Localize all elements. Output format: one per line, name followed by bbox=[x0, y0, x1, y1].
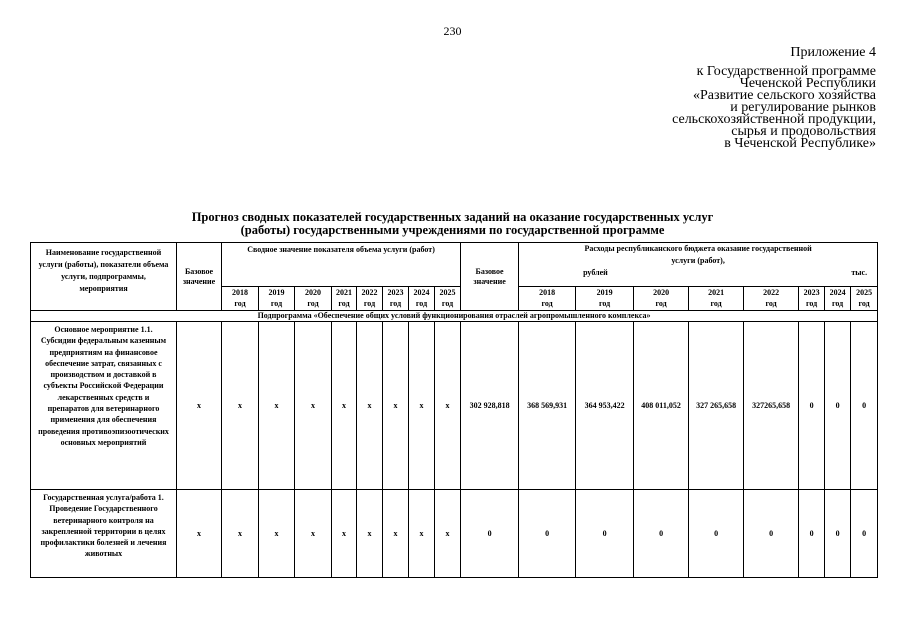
row-expense: 408 011,052 bbox=[634, 322, 689, 490]
year-header: 2019 год bbox=[576, 287, 634, 311]
row-indicator: x bbox=[222, 490, 259, 578]
header-expense-group bbox=[519, 243, 878, 287]
appendix-line: сельскохозяйственной продукции, bbox=[672, 112, 876, 127]
row-indicator: x bbox=[357, 322, 383, 490]
document-title-line: Прогноз сводных показателей государственных заданий на оказание государственных услуг bbox=[191, 210, 714, 224]
header-base-value: Базовое значение bbox=[177, 243, 222, 311]
document-title-line: (работы) государственными учреждениями по государственной программе bbox=[240, 223, 665, 237]
row-indicator: x bbox=[222, 322, 259, 490]
document-title bbox=[0, 211, 905, 237]
year-header: 2024 год bbox=[409, 287, 435, 311]
row-expense: 0 bbox=[634, 490, 689, 578]
row-indicator: x bbox=[435, 322, 461, 490]
row-base-value: 0 bbox=[461, 490, 519, 578]
header-indicator-group: Сводное значение показателя объема услуги (работ) bbox=[222, 243, 461, 287]
year-header: 2022 год bbox=[357, 287, 383, 311]
row-indicator: x bbox=[295, 490, 332, 578]
row-expense: 327 265,658 bbox=[689, 322, 744, 490]
row-indicator: x bbox=[383, 490, 409, 578]
row-expense: 0 bbox=[825, 490, 851, 578]
row-expense: 0 bbox=[799, 490, 825, 578]
year-header: 2023 год bbox=[383, 287, 409, 311]
year-header: 2019 год bbox=[259, 287, 295, 311]
appendix-line: к Государственной программе bbox=[696, 64, 876, 79]
row-name: Государственная услуга/работа 1. Проведение Государственного ветеринарного контроля на закрепленной территории в целях профилактики болезней и лечения животных bbox=[31, 490, 177, 578]
row-indicator: x bbox=[259, 322, 295, 490]
header-name: Наименование государственной услуги (работы), показатели объема услуги, подпрограммы, мероприятия bbox=[31, 243, 177, 311]
row-indicator: x bbox=[435, 490, 461, 578]
row-name: Основное мероприятие 1.1. Субсидии федеральным казенным предприятиям на финансовое обеспечение затрат, связанных с производством и доставкой в субъекты Российской Федерации лекарственных средств и препаратов для ветеринарного применения для обеспечения проведения противоэпизоотических основных мероприятий bbox=[31, 322, 177, 490]
year-header: 2023 год bbox=[799, 287, 825, 311]
row-expense: 364 953,422 bbox=[576, 322, 634, 490]
year-header: 2018 год bbox=[222, 287, 259, 311]
year-header: 2021 год bbox=[689, 287, 744, 311]
row-indicator: x bbox=[409, 490, 435, 578]
row-base-value: 302 928,818 bbox=[461, 322, 519, 490]
row-indicator: x bbox=[383, 322, 409, 490]
table-row bbox=[31, 490, 878, 578]
year-header: 2020 год bbox=[634, 287, 689, 311]
row-expense: 0 bbox=[851, 490, 878, 578]
year-header: 2018 год bbox=[519, 287, 576, 311]
row-indicator: x bbox=[332, 490, 357, 578]
row-expense: 0 bbox=[799, 322, 825, 490]
row-expense: 368 569,931 bbox=[519, 322, 576, 490]
row-expense: 0 bbox=[689, 490, 744, 578]
row-base-value: x bbox=[177, 322, 222, 490]
subprogram-row bbox=[31, 311, 878, 322]
appendix-block bbox=[516, 47, 876, 150]
row-expense: 0 bbox=[519, 490, 576, 578]
appendix-line: и регулирование рынков bbox=[730, 100, 876, 115]
page-number: 230 bbox=[443, 24, 462, 38]
header-expense-unit-right: тыс. bbox=[851, 268, 868, 277]
year-header: 2020 год bbox=[295, 287, 332, 311]
subprogram-title: Подпрограмма «Обеспечение общих условий функционирования отраслей агропромышленного комплекса» bbox=[31, 311, 878, 322]
appendix-line: Чеченской Республики bbox=[739, 76, 876, 91]
row-indicator: x bbox=[332, 322, 357, 490]
year-header: 2025 год bbox=[435, 287, 461, 311]
year-header: 2025 год bbox=[851, 287, 878, 311]
row-indicator: x bbox=[357, 490, 383, 578]
header-expense-text: Расходы республиканского бюджета оказание государственной услуги (работ), bbox=[584, 244, 812, 265]
year-header: 2024 год bbox=[825, 287, 851, 311]
header-expense-unit bbox=[523, 267, 873, 279]
forecast-table bbox=[30, 242, 878, 578]
row-expense: 0 bbox=[825, 322, 851, 490]
row-indicator: x bbox=[259, 490, 295, 578]
row-expense: 0 bbox=[744, 490, 799, 578]
appendix-line: сырья и продовольствия bbox=[731, 124, 876, 139]
header-base-value: Базовое значение bbox=[461, 243, 519, 311]
row-indicator: x bbox=[295, 322, 332, 490]
row-expense: 0 bbox=[851, 322, 878, 490]
row-expense: 327265,658 bbox=[744, 322, 799, 490]
appendix-line: в Чеченской Республике» bbox=[724, 136, 876, 151]
row-expense: 0 bbox=[576, 490, 634, 578]
year-header: 2021 год bbox=[332, 287, 357, 311]
row-base-value: x bbox=[177, 490, 222, 578]
year-header: 2022 год bbox=[744, 287, 799, 311]
appendix-title: Приложение 4 bbox=[790, 45, 876, 60]
appendix-line: «Развитие сельского хозяйства bbox=[692, 88, 876, 103]
row-indicator: x bbox=[409, 322, 435, 490]
header-expense-unit-left: рублей bbox=[583, 268, 608, 277]
table-row bbox=[31, 322, 878, 490]
